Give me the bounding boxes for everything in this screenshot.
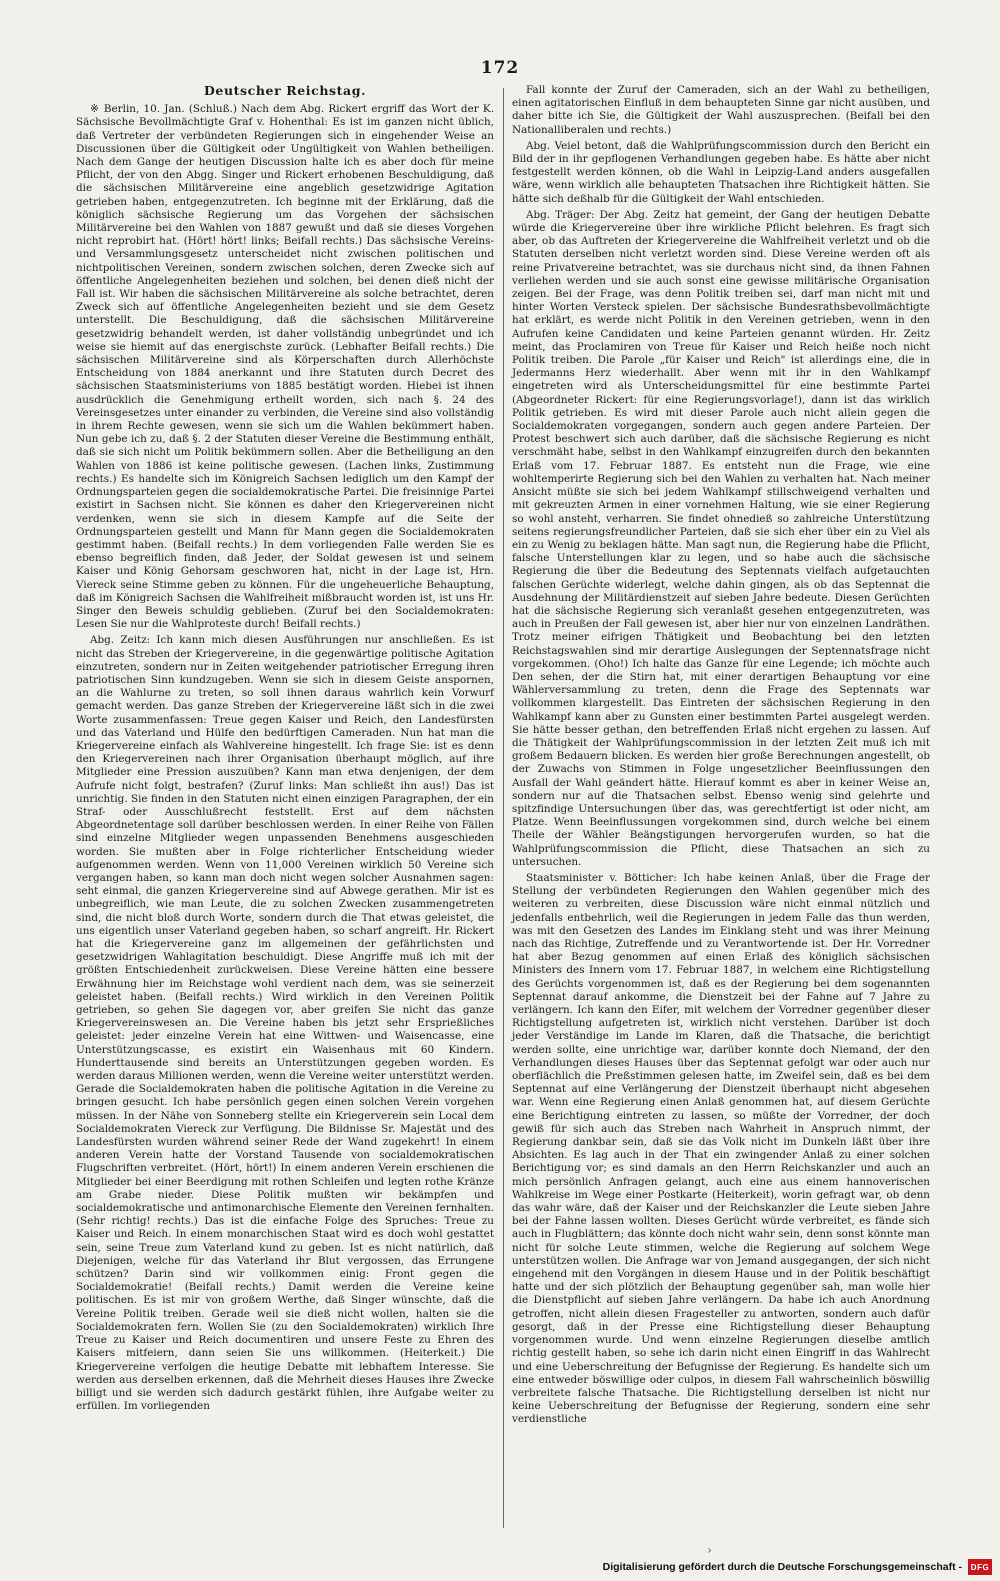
section-title: Deutscher Reichstag. bbox=[203, 83, 367, 98]
left-paragraph-2: Abg. Zeitz: Ich kann mich diesen Ausführungen nur anschließen. Es ist nicht das Streben der Kriegervereine, in die gegenwärtige politische Agitation einzutreten, sondern nur in Zeiten weitgehender patriotischer Erregung ihren patriotischen Sinn kundzugeben. Wenn sie sich in diesem Geiste anspornen, an die Wahlurne zu treten, so soll ihnen daraus wahrlich kein Vorwurf gemacht werden. Das ganze Streben der Kriegervereine läßt sich in die zwei Worte zusammenfassen: Treue gegen Kaiser und Reich, den Landesfürsten und das Vaterland und Hülfe den bedürftigen Cameraden. Nun hat man die Kriegervereine einfach als Wahlvereine hingestellt. Ich frage Sie: ist es denn den Kriegervereinen nach ihrer Organisation überhaupt möglich, auf ihre Mitglieder eine Pression auszuüben? Kann man etwa denjenigen, der dem Aufrufe nicht folgt, bestrafen? (Zuruf links: Man schließt ihn aus!) Das ist unrichtig. Sie finden in den Statuten nicht einen einzigen Paragraphen, der ein Straf- oder Ausschlußrecht feststellt. Erst auf dem nächsten Abgeordnetentage soll darüber beschlossen werden. In einer Reihe von Fällen sind einzelne Mitglieder wegen unpassenden Benehmens ausgeschieden worden. Sie mußten aber in Folge richterlicher Entscheidung wieder aufgenommen werden. Wenn von 11,000 Vereinen wirklich 50 Vereine sich vergangen haben, so kann man doch nicht wegen solcher Ausnahmen sagen: seht einmal, die ganzen Kriegervereine sind auf Abwege gerathen. Mir ist es unbegreiflich, wie man Leute, die zu solchen Zwecken zusammengetreten sind, die nicht bloß durch Worte, sondern durch die That etwas geleistet, die uns eigentlich unser Vaterland gegeben haben, so scharf angreift. Hr. Rickert hat die Kriegervereine ganz im allgemeinen der gefährlichsten und gesetzwidrigen Wahlagitation beschuldigt. Diese Angriffe muß ich mit der größten Entschiedenheit zurückweisen. Diese Vereine hätten eine bessere Erwähnung hier im Reichstage wohl verdient nach dem, was sie seinerzeit geleistet haben. (Beifall rechts.) Wird wirklich in den Vereinen Politik getrieben, so gehen Sie dagegen vor, aber greifen Sie nicht das ganze Kriegervereinswesen an. Die Vereine haben bis jetzt sehr Ersprießliches geleistet: jeder einzelne Verein hat eine Wittwen- und Waisencasse, eine Unterstützungscasse, es existirt ein Waisenhaus mit 60 Kindern. Hunderttausende sind bereits an Unterstützungen gegeben worden. Es werden daraus Millionen werden, wenn die Vereine weiter unterstützt werden. Gerade die Socialdemokraten haben die politische Agitation in die Vereine zu bringen gesucht. Ich habe persönlich gegen einen solchen Verein vorgehen müssen. In der Nähe von Sonneberg stellte ein Kriegerverein sein Local dem Socialdemokraten Viereck zur Verfügung. Die Bildnisse Sr. Majestät und des Landesfürsten wurden während seiner Rede der Wand zugekehrt! In einem anderen Verein hatte der Vorstand Tausende von socialdemokratischen Flugschriften verbreitet. (Hört, hört!) In einem anderen Verein erschienen die Mitglieder bei einer Beerdigung mit rothen Schleifen und legten rothe Kränze am Grabe nieder. Diese Politik mußten wir bekämpfen und socialdemokratische und antimonarchische Elemente den Vereinen fernhalten. (Sehr richtig! rechts.) Das ist die einfache Folge des Spruches: Treue zu Kaiser und Reich. In einem monarchischen Staat wird es doch wohl gestattet sein, seine Treue zum Vaterland kund zu geben. Ist es nicht natürlich, daß Diejenigen, welche für das Vaterland ihr Blut vergossen, das Errungene schützen? Darin sind wir vollkommen einig: Front gegen die Socialdemokratie! (Beifall rechts.) Damit werden die Vereine keine politischen. Es ist mir von großem Werthe, daß Singer wünschte, daß die Vereine Politik treiben. Gerade weil sie dieß nicht wollen, halten sie die Socialdemokraten fern. Wollen Sie (zu den Socialdemokraten) wirklich Ihre Treue zu Kaiser und Reich documentiren und unsere Feste zu Ehren des Kaisers mitfeiern, dann seien Sie uns willkommen. (Heiterkeit.) Die Kriegervereine verfolgen die heutige Debatte mit lebhaftem Interesse. Sie werden aus derselben erkennen, daß die Mehrheit dieses Hauses ihre Zwecke billigt und sie werden sich dadurch gestärkt fühlen, ihre Aufgabe weiter zu erfüllen. Im vorliegenden bbox=[76, 634, 494, 1413]
page-number: 172 bbox=[480, 58, 520, 78]
right-paragraph-4: Staatsminister v. Bötticher: Ich habe keinen Anlaß, über die Frage der Stellung der verbündeten Regierungen den Wahlen gegenüber mich des weiteren zu verbreiten, diese Discussion wäre nicht einmal nützlich und jedenfalls entbehrlich, weil die Regierungen in jedem Falle das thun werden, was mit den Gesetzen des Landes im Einklang steht und was ihrer Meinung nach das Richtige, Zutreffende und zu Verantwortende ist. Der Hr. Vorredner hat aber Bezug genommen auf einen Erlaß des königlich sächsischen Ministers des Innern vom 17. Februar 1887, in welchem eine Richtigstellung des Gerüchts vorgenommen ist, daß es der Regierung bei dem sogenannten Septennat darauf ankomme, die Dienstzeit bei der Fahne auf 7 Jahre zu verlängern. Ich kann den Eifer, mit welchem der Vorredner gegenüber dieser Richtigstellung aufgetreten ist, wirklich nicht verstehen. Darüber ist doch jeder Verständige im Lande im Klaren, daß die Thatsache, die berichtigt werden sollte, eine unrichtige war, darüber konnte doch Niemand, der den Verhandlungen dieses Hauses über das Septennat gefolgt war oder auch nur oberflächlich die Preßstimmen gelesen hatte, im Zweifel sein, daß es bei dem Septennat auf eine Verlängerung der Dienstzeit überhaupt nicht abgesehen war. Wenn eine Regierung einen Anlaß genommen hat, auf diesem Gerüchte eine Berichtigung eintreten zu lassen, so müßte der Vorredner, der doch gewiß für sich auch das Streben nach Wahrheit in Anspruch nimmt, der Regierung dankbar sein, daß sie das Volk nicht im Dunkeln läßt über ihre Absichten. Es lag auch in der That ein zwingender Anlaß zu einer solchen Berichtigung vor; es sind damals an den Herrn Reichskanzler und auch an mich persönlich Anfragen gelangt, auch eine aus einem hannoverischen Wahlkreise im Wege einer Postkarte (Heiterkeit), worin gefragt war, ob denn das wahr wäre, daß der Kaiser und der Reichskanzler die Leute sieben Jahre bei der Fahne lassen wollten. Dieses Gerücht würde verbreitet, es fände sich auch in Flugblättern; das könnte doch nicht wahr sein, denn sonst könnte man nicht für solche Leute stimmen, welche die Regierung auf solchem Wege unterstützen wollen. Die Anfrage war von Jemand ausgegangen, der sich nicht eingehend mit den Vorgängen in diesem Hause und in der Politik beschäftigt hatte und der sich plötzlich der Behauptung gegenüber sah, man wolle hier die Dienstpflicht auf sieben Jahre verlängern. Da habe ich auch Anordnung getroffen, nicht allein diesen Fragesteller zu antworten, sondern auch dafür gesorgt, daß in der Presse eine Richtigstellung dieser Behauptung vorgenommen wurde. Und wenn einzelne Regierungen dieselbe amtlich richtig gestellt haben, so sehe ich darin nicht einen Eingriff in das Wahlrecht und eine Ueberschreitung der Befugnisse der Regierung. Es handelte sich um eine entweder böswillige oder culpos, in diesem Fall wahrscheinlich böswillig verbreitete falsche Thatsache. Die Richtigstellung derselben ist nicht nur keine Ueberschreitung der Befugnisse der Regierung, sondern eine sehr verdienstliche bbox=[512, 871, 930, 1426]
right-paragraph-2: Abg. Veiel betont, daß die Wahlprüfungscommission durch den Bericht ein Bild der in ihr gepflogenen Verhandlungen gegeben habe. Es hätte aber nicht festgestellt werden können, ob die Wahl in Leipzig-Land anders ausgefallen wäre, wenn wirklich alle behaupteten Thatsachen ihre Richtigkeit hätten. Sie hätte sich deßhalb für die Gültigkeit der Wahl entschieden. bbox=[512, 139, 930, 205]
right-paragraph-1: Fall konnte der Zuruf der Cameraden, sich an der Wahl zu betheiligen, einen agitatorischen Einfluß in dem behaupteten Sinne gar nicht ausüben, und daher bitte ich Sie, die Gültigkeit der Wahl auszusprechen. (Beifall bei den Nationalliberalen und rechts.) bbox=[512, 84, 930, 136]
column-divider bbox=[503, 88, 504, 1528]
left-paragraph-1: ※ Berlin, 10. Jan. (Schluß.) Nach dem Abg. Rickert ergriff das Wort der K. Sächsische Bevollmächtigte Graf v. Hohenthal: Es ist im ganzen nicht üblich, daß Vertreter der verbündeten Regierungen sich in eingehender Weise an Discussionen über die Gültigkeit oder Ungültigkeit von Wahlen betheiligen. Nach dem Gange der heutigen Discussion halte ich es aber doch für meine Pflicht, der von den Abgg. Singer und Rickert erhobenen Beschuldigung, daß die sächsischen Militärvereine eine angeblich gesetzwidrige Agitation getrieben haben, entgegenzutreten. Ich beginne mit der Erklärung, daß die königlich sächsische Regierung um das Vorgehen der sächsischen Militärvereine bei den Wahlen von 1887 gewußt und daß sie dieses Vorgehen nicht reprobirt hat. (Hört! hört! links; Beifall rechts.) Das sächsische Vereins- und Versammlungsgesetz unterscheidet nicht zwischen politischen und nichtpolitischen Vereinen, sondern zwischen solchen, deren Zwecke sich auf öffentliche Angelegenheiten beziehen und solchen, bei denen dieß nicht der Fall ist. Wir haben die sächsischen Militärvereine als solche betrachtet, deren Zweck sich auf öffentliche Angelegenheiten bezieht und sie dem Gesetz unterstellt. Die Beschuldigung, daß die sächsischen Militärvereine gesetzwidrig behandelt werden, ist daher vollständig unbegründet und ich weise sie hiemit auf das energischste zurück. (Lebhafter Beifall rechts.) Die sächsischen Militärvereine sind als Körperschaften durch Allerhöchste Entscheidung von 1884 anerkannt und ihre Statuten durch Decret des sächsischen Staatsministeriums von 1885 bestätigt worden. Hiebei ist ihnen ausdrücklich die Genehmigung ertheilt worden, sich nach §. 24 des Vereinsgesetzes unter einander zu verbinden, die Vereine sind also vollständig in ihrem Rechte gewesen, wenn sie sich um die Wahlen bekümmert haben. Nun gebe ich zu, daß §. 2 der Statuten dieser Vereine die Bestimmung enthält, daß sie sich nicht um Politik bekümmern sollen. Aber die Betheiligung an den Wahlen von 1886 ist keine politische gewesen. (Lachen links, Zustimmung rechts.) Es handelte sich im Königreich Sachsen lediglich um den Kampf der Ordnungsparteien gegen die socialdemokratische Partei. Die freisinnige Partei existirt in Sachsen nicht. Sie können es daher den Kriegervereinen nicht verdenken, wenn sie sich in diesem Kampfe auf die Seite der Ordnungsparteien gestellt und Mann für Mann gegen die Socialdemokraten gestimmt haben. (Beifall rechts.) In dem vorliegenden Falle werden Sie es ebenso begreiflich finden, daß Jeder, der Soldat gewesen ist und seinem Kaiser und König Gehorsam geschworen hat, nicht in der Lage ist, Hrn. Viereck seine Stimme geben zu können. Für die ungeheuerliche Behauptung, daß im Königreich Sachsen die Wahlfreiheit mißbraucht worden ist, ist uns Hr. Singer den Beweis schuldig geblieben. (Zuruf bei den Socialdemokraten: Lesen Sie nur die Wahlproteste durch! Beifall rechts.) bbox=[76, 103, 494, 631]
digitization-footer bbox=[603, 1559, 992, 1575]
left-column bbox=[76, 84, 494, 1416]
right-column bbox=[512, 84, 930, 1430]
footer-text: Digitalisierung gefördert durch die Deutsche Forschungsgemeinschaft - bbox=[602, 1561, 962, 1573]
right-paragraph-3: Abg. Träger: Der Abg. Zeitz hat gemeint, der Gang der heutigen Debatte würde die Kriegervereine über ihre wirkliche Pflicht belehren. Es fragt sich aber, ob das Auftreten der Kriegervereine die Wahlfreiheit verletzt und ob die Statuten derselben nicht verletzt worden sind. Diese Vereine werden oft als reine Privatvereine betrachtet, was sie durchaus nicht sind, da ihnen Fahnen verliehen werden und sie auch sonst eine gewisse militärische Organisation zeigen. Bei der Frage, was denn Politik treiben sei, darf man nicht mit und hinter Worten Versteck spielen. Der sächsische Bundesrathsbevollmächtigte hat erklärt, es werde nicht Politik in den Vereinen getrieben, wenn in den Aufrufen keine Candidaten und keine Parteien genannt würden. Hr. Zeitz meint, das Proclamiren von Treue für Kaiser und Reich heiße noch nicht Politik treiben. Die Parole „für Kaiser und Reich" ist allerdings eine, die in Jedermanns Herz wiederhallt. Aber wenn mit ihr in den Wahlkampf eingetreten wird als Unterscheidungsmittel für eine bestimmte Partei (Abgeordneter Rickert: für eine Regierungsvorlage!), dann ist das wirklich Politik getrieben. Es wird mit dieser Parole auch nicht allein gegen die Socialdemokraten vorgegangen, sondern auch gegen andere Parteien. Der Protest beschwert sich auch darüber, daß die sächsische Regierung es nicht verschmäht habe, selbst in den Wahlkampf einzugreifen durch den bekannten Erlaß vom 17. Februar 1887. Es entsteht nun die Frage, wie eine wohltemperirte Regierung sich bei den Wahlen zu verhalten hat. Nach meiner Ansicht müßte sie sich bei jedem Wahlkampf stillschweigend verhalten und mit gekreuzten Armen in einer vornehmen Haltung, wie sie einer Regierung so wohl ansteht, verharren. Sie findet ohnedieß so zahlreiche Unterstützung seitens regierungsfreundlicher Parteien, daß sie sich eher über ein zu Viel als ein zu Wenig zu beklagen hätte. Man sagt nun, die Regierung habe die Pflicht, falsche Unterstellungen klar zu legen, und so habe auch die sächsische Regierung die über die Bedeutung des Septennats vielfach aufgetauchten falschen Gerüchte widerlegt, welche dahin gingen, als ob das Septennat die Ausdehnung der Militärdienstzeit auf sieben Jahre bedeute. Diesen Gerüchten hat die sächsische Regierung sich veranlaßt gesehen entgegenzutreten, was auch in Preußen der Fall gewesen ist, aber hier nur von einzelnen Landräthen. Trotz meiner eifrigen Thätigkeit und Beobachtung bei den letzten Reichstagswahlen sind mir derartige Auslegungen der Septennatsfrage nicht vorgekommen. (Oho!) Ich halte das Ganze für eine Legende; ich möchte auch Den sehen, der die Stirn hat, mit einer derartigen Behauptung vor eine Wählerversammlung zu treten, denn die Frage des Septennats war vollkommen klargestellt. Das Eintreten der sächsischen Regierung in den Wahlkampf kann aber zu Gunsten einer bestimmten Partei ausgelegt werden. Sie hätte besser gethan, den betreffenden Erlaß nicht ergehen zu lassen. Auf die Thätigkeit der Wahlprüfungscommission in der letzten Zeit muß ich mit großem Bedauern blicken. Es werden hier große Berechnungen angestellt, ob der Zuwachs von Stimmen in Folge ungesetzlicher Beeinflussungen den Ausfall der Wahl geändert hätte. Hierauf kommt es aber in keiner Weise an, sondern nur auf die Thatsachen selbst. Ebenso wenig sind gelehrte und spitzfindige Untersuchungen über das, was gerechtfertigt ist oder nicht, am Platze. Wenn Beeinflussungen vorgekommen sind, durch welche bei einem Theile der Wähler Beängstigungen hervorgerufen wurden, so hat die Wahlprüfungscommission die Pflicht, diese Thatsachen an sich zu untersuchen. bbox=[512, 208, 930, 868]
dfg-logo-icon: DFG bbox=[968, 1559, 992, 1575]
ink-mark: › bbox=[707, 1543, 712, 1557]
